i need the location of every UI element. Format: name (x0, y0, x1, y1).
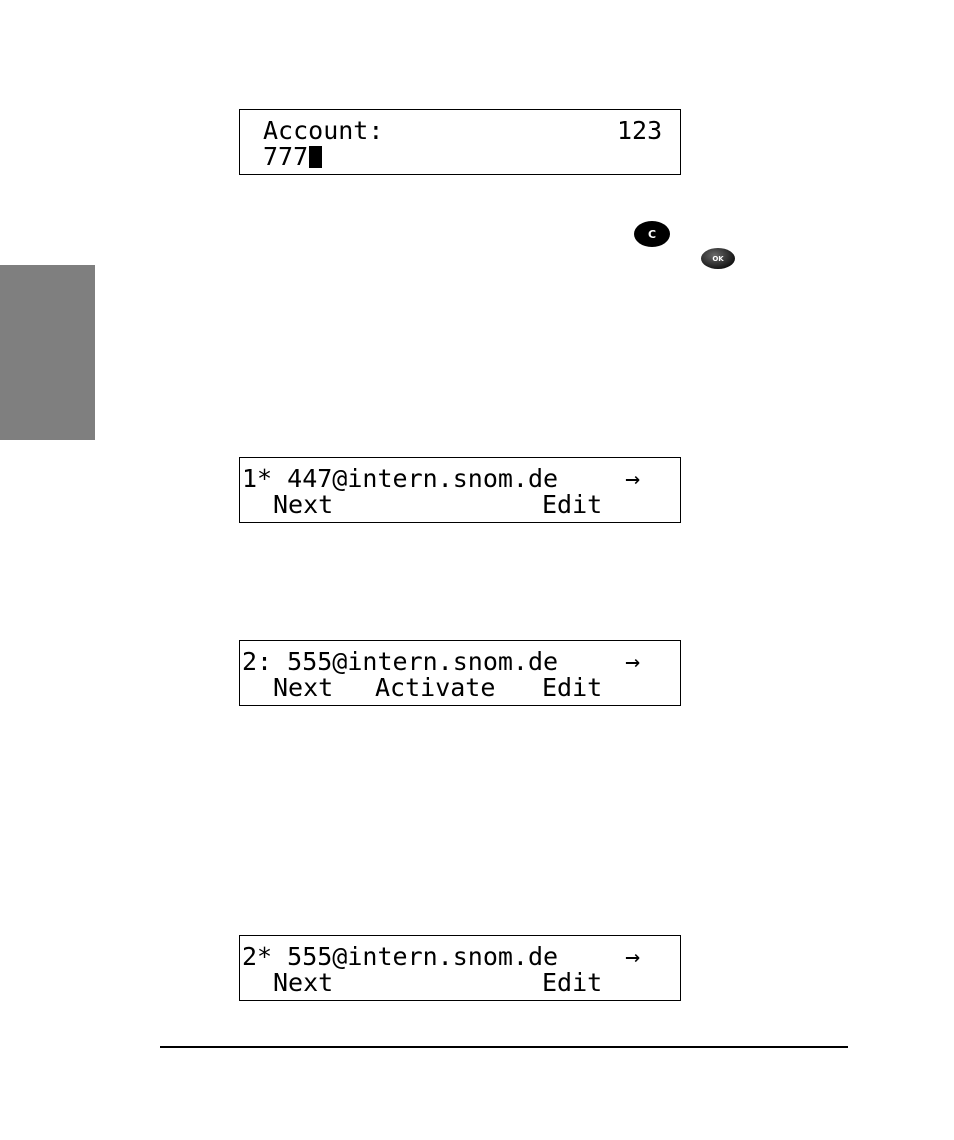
lcd-display-identity-3 (239, 935, 681, 1001)
lcd-display-identity-1 (239, 457, 681, 523)
softkey-activate: Activate (375, 673, 496, 702)
ok-key-label: OK (712, 254, 724, 263)
ok-key-icon (701, 248, 735, 269)
clear-key-icon (634, 221, 670, 247)
side-section-tab (0, 265, 95, 440)
account-input-text: 777 (263, 142, 309, 171)
identity-line: 1* 447@intern.snom.de (242, 464, 559, 493)
lcd-display-account (239, 109, 681, 175)
right-arrow-icon: → (625, 464, 641, 493)
footer-rule (160, 1046, 848, 1048)
text-cursor (309, 146, 322, 168)
identity-line: 2: 555@intern.snom.de (242, 647, 559, 676)
softkey-edit: Edit (542, 968, 603, 997)
softkey-next: Next (273, 673, 334, 702)
softkey-next: Next (273, 968, 334, 997)
softkey-edit: Edit (542, 490, 603, 519)
softkey-edit: Edit (542, 673, 603, 702)
account-input (263, 144, 322, 169)
identity-line: 2* 555@intern.snom.de (242, 942, 559, 971)
account-label: Account: (263, 116, 384, 145)
softkey-next: Next (273, 490, 334, 519)
clear-key-label: C (647, 227, 657, 241)
account-value: 123 (617, 116, 663, 145)
lcd-display-identity-2 (239, 640, 681, 706)
right-arrow-icon: → (625, 647, 641, 676)
right-arrow-icon: → (625, 942, 641, 971)
